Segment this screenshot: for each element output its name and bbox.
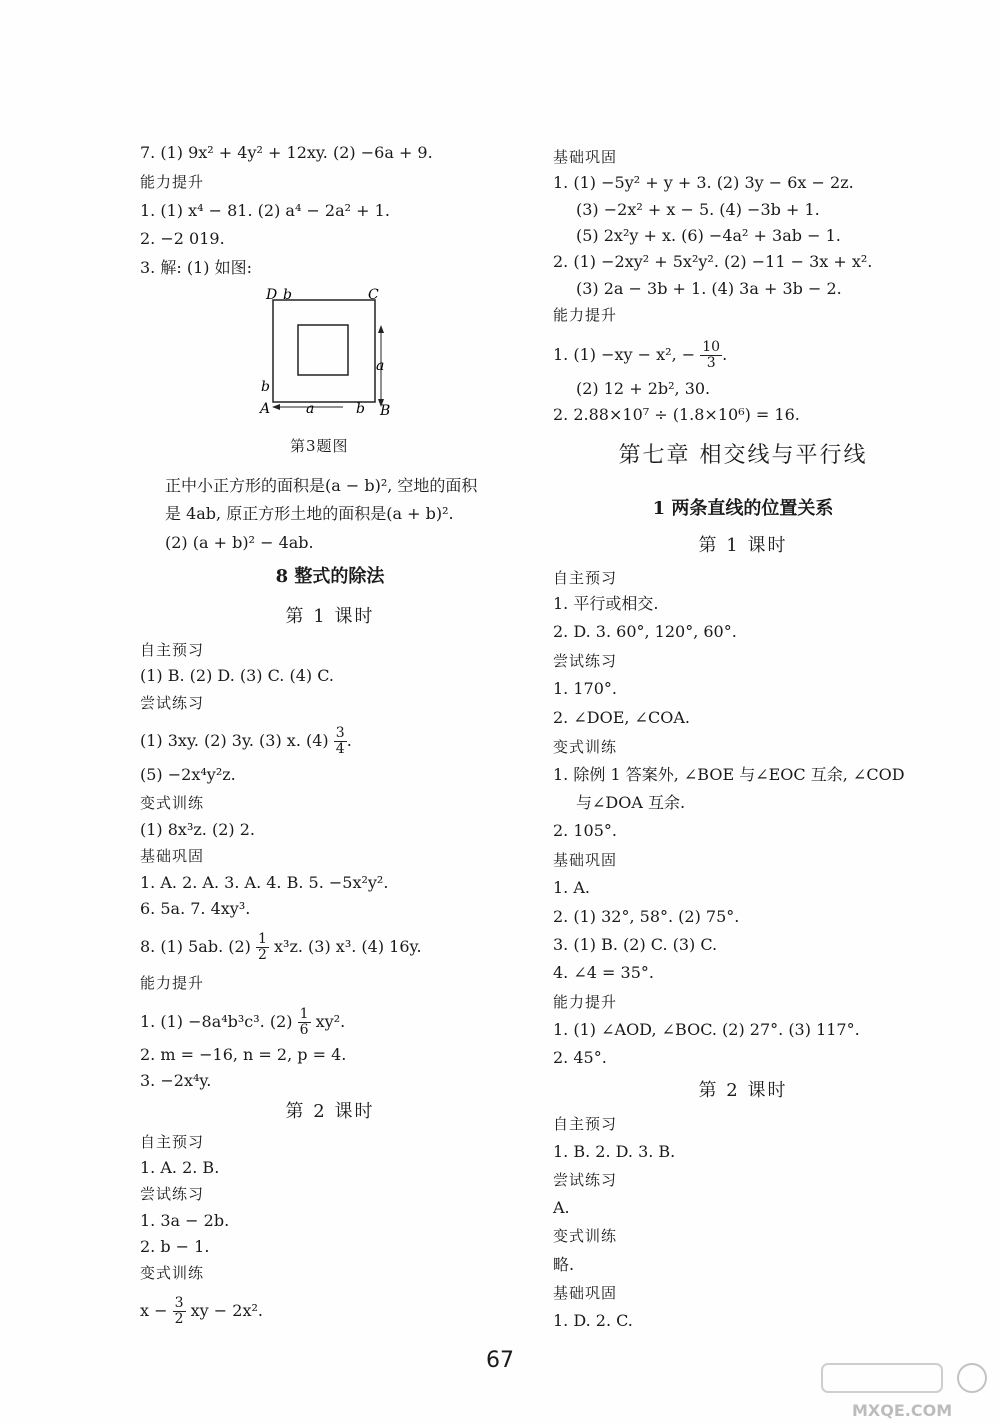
section-label: 变式训练	[140, 1264, 205, 1282]
answer-line: (5) 2x²y + x. (6) −4a² + 3ab − 1.	[576, 226, 841, 245]
label-b-top: b	[283, 287, 292, 303]
answer-text: .	[346, 731, 352, 750]
answer-line: (3) −2x² + x − 5. (4) −3b + 1.	[576, 200, 820, 219]
section-label: 自主预习	[140, 1133, 205, 1151]
answer-line	[140, 1296, 263, 1327]
answer-line: 1. (1) −5y² + y + 3. (2) 3y − 6x − 2z.	[553, 173, 854, 192]
answer-line: 1. B. 2. D. 3. B.	[553, 1142, 676, 1161]
section-label: 自主预习	[140, 641, 205, 659]
label-a-bottom: a	[306, 401, 315, 417]
answer-text: x³z. (3) x³. (4) 16y.	[274, 937, 422, 956]
section-label: 尝试练习	[140, 694, 205, 712]
lesson-title: 第 1 课时	[698, 535, 788, 556]
label-b-left: b	[261, 379, 270, 395]
answer-line: 2. 45°.	[553, 1048, 607, 1067]
answer-line: 2. m = −16, n = 2, p = 4.	[140, 1045, 347, 1064]
section-label: 能力提升	[140, 974, 205, 992]
answer-line: 2. 2.88×10⁷ ÷ (1.8×10⁶) = 16.	[553, 405, 800, 424]
chapter-title: 第七章 相交线与平行线	[618, 443, 868, 468]
fraction-numerator: 1	[299, 1006, 309, 1022]
answer-line	[553, 340, 727, 371]
answer-line: 6. 5a. 7. 4xy³.	[140, 899, 251, 918]
label-B: B	[380, 403, 391, 419]
section-label: 基础巩固	[140, 847, 205, 865]
section-label: 基础巩固	[553, 851, 618, 869]
answer-line: (3) 2a − 3b + 1. (4) 3a + 3b − 2.	[576, 279, 842, 298]
answer-line: 2. 105°.	[553, 821, 617, 840]
answer-line: (1) 8x³z. (2) 2.	[140, 820, 255, 839]
lesson-title: 第 2 课时	[698, 1080, 788, 1101]
answer-line: 略.	[553, 1255, 575, 1274]
section-title: 8 整式的除法	[275, 566, 385, 587]
fraction-denominator: 3	[706, 355, 716, 371]
lesson-title: 第 2 课时	[285, 1101, 375, 1122]
fraction	[298, 1007, 311, 1038]
answer-line: A.	[553, 1198, 570, 1217]
section-label: 自主预习	[553, 569, 618, 587]
section-label: 变式训练	[553, 738, 618, 756]
answer-line: 2. D. 3. 60°, 120°, 60°.	[553, 622, 737, 641]
answer-line: 1. D. 2. C.	[553, 1311, 633, 1330]
answer-line: 1. 平行或相交.	[553, 594, 659, 613]
section-label: 尝试练习	[553, 1171, 618, 1189]
answer-line: 是 4ab, 原正方形土地的面积是(a + b)².	[165, 504, 454, 523]
answer-line: 3. −2x⁴y.	[140, 1071, 212, 1090]
section-label: 变式训练	[553, 1227, 618, 1245]
answer-line: 1. A. 2. B.	[140, 1158, 220, 1177]
answer-line: 1. (1) x⁴ − 81. (2) a⁴ − 2a² + 1.	[140, 201, 390, 220]
fraction-numerator: 10	[702, 339, 721, 355]
answer-line: 7. (1) 9x² + 4y² + 12xy. (2) −6a + 9.	[140, 143, 433, 162]
section-label: 基础巩固	[553, 1284, 618, 1302]
fraction-denominator: 4	[335, 741, 345, 757]
answer-text: 8. (1) 5ab. (2)	[140, 937, 251, 956]
lesson-title: 第 1 课时	[285, 606, 375, 627]
section-label: 变式训练	[140, 794, 205, 812]
fraction	[173, 1296, 186, 1327]
section-label: 尝试练习	[140, 1185, 205, 1203]
answer-text: x −	[140, 1301, 168, 1320]
answer-line: 1. A. 2. A. 3. A. 4. B. 5. −5x²y².	[140, 873, 389, 892]
fraction	[334, 726, 347, 757]
answer-text: xy − 2x².	[190, 1301, 263, 1320]
fraction-denominator: 2	[174, 1311, 184, 1327]
answer-line: 3. (1) B. (2) C. (3) C.	[553, 935, 718, 954]
answer-line: 2. (1) 32°, 58°. (2) 75°.	[553, 907, 740, 926]
label-a-right: a	[376, 358, 385, 374]
watermark-logo	[812, 1360, 997, 1420]
fraction-denominator: 2	[258, 947, 267, 963]
answer-line: (2) (a + b)² − 4ab.	[165, 533, 314, 552]
answer-line	[140, 1007, 345, 1038]
answer-line: 1. 除例 1 答案外, ∠BOE 与∠EOC 互余, ∠COD	[553, 765, 905, 784]
answer-text: 1. (1) −xy − x², −	[553, 345, 696, 364]
section-label: 能力提升	[553, 306, 618, 324]
answer-line: (2) 12 + 2b², 30.	[576, 379, 711, 398]
fraction-denominator: 6	[299, 1022, 309, 1038]
answer-line: 4. ∠4 = 35°.	[553, 963, 654, 982]
label-b-bottom: b	[356, 401, 365, 417]
answer-line: 与∠DOA 互余.	[576, 793, 686, 812]
answer-line: (1) B. (2) D. (3) C. (4) C.	[140, 666, 334, 685]
fraction-numerator: 3	[335, 725, 345, 741]
answer-line: 1. (1) ∠AOD, ∠BOC. (2) 27°. (3) 117°.	[553, 1020, 860, 1039]
answer-line: 1. 3a − 2b.	[140, 1211, 230, 1230]
section-label: 尝试练习	[553, 652, 618, 670]
answer-text: .	[722, 345, 728, 364]
page-number: 67	[486, 1348, 514, 1373]
label-C: C	[368, 287, 379, 303]
answer-line: 2. −2 019.	[140, 229, 225, 248]
answer-line: 1. A.	[553, 878, 590, 897]
fraction	[700, 340, 722, 371]
section-label: 能力提升	[553, 993, 618, 1011]
section-label: 基础巩固	[553, 148, 618, 166]
answer-line: 正中小正方形的面积是(a − b)², 空地的面积	[165, 476, 478, 495]
answer-line: 2. ∠DOE, ∠COA.	[553, 708, 690, 727]
answer-line	[140, 726, 352, 757]
square-figure	[258, 285, 398, 420]
fraction	[256, 932, 269, 963]
label-D: D	[266, 287, 278, 303]
section-label: 能力提升	[140, 173, 205, 191]
fraction-numerator: 3	[174, 1295, 184, 1311]
answer-line: 3. 解: (1) 如图:	[140, 258, 252, 277]
section-label: 自主预习	[553, 1115, 618, 1133]
answer-line: 2. (1) −2xy² + 5x²y². (2) −11 − 3x + x².	[553, 252, 873, 271]
answer-line	[140, 932, 422, 963]
answer-line: 2. b − 1.	[140, 1237, 210, 1256]
answer-text: xy².	[315, 1012, 346, 1031]
answer-line: 1. 170°.	[553, 679, 617, 698]
fraction-numerator: 1	[258, 931, 267, 947]
figure-caption: 第3题图	[290, 437, 349, 455]
section-title: 1 两条直线的位置关系	[652, 498, 834, 519]
answer-text: 1. (1) −8a⁴b³c³. (2)	[140, 1012, 293, 1031]
watermark-text: MXQE.COM	[852, 1401, 953, 1420]
answer-line: (5) −2x⁴y²z.	[140, 765, 236, 784]
answer-text: (1) 3xy. (2) 3y. (3) x. (4)	[140, 731, 329, 750]
label-A: A	[260, 401, 271, 417]
